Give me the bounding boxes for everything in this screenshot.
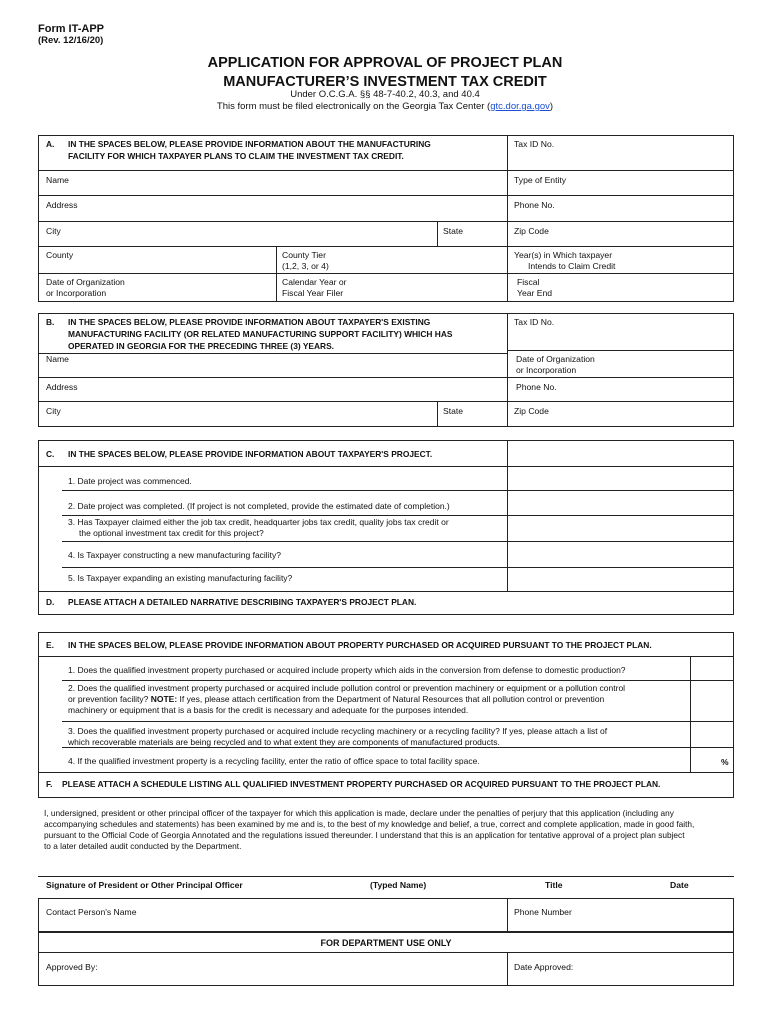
declaration-line-2: accompanying schedules and statements) has been examined by me and is, to the best of my knowledge and belief, a true, correct and complete application, made in good faith, bbox=[44, 819, 695, 829]
b-phone-label: Phone No. bbox=[516, 382, 557, 392]
percent-sign: % bbox=[721, 757, 729, 767]
contact-phone-label: Phone Number bbox=[514, 907, 572, 917]
b-address-input[interactable] bbox=[90, 378, 506, 400]
section-a-heading-cont: FACILITY FOR WHICH TAXPAYER PLANS TO CLAIM THE INVESTMENT TAX CREDIT. bbox=[68, 151, 404, 161]
e-answer-1-input[interactable] bbox=[691, 657, 733, 679]
section-a-tax-id-area bbox=[39, 160, 506, 169]
b-date-org-input[interactable] bbox=[608, 351, 733, 376]
signature-line bbox=[38, 876, 734, 877]
e-question-2-cont2: machinery or equipment that is a basis for the credit is necessary and adequate for the purposes intended. bbox=[68, 705, 469, 715]
divider bbox=[38, 591, 734, 592]
e-question-2-note-text: If yes, please attach certification from the Department of Natural Resources that all pollution control or prevention bbox=[179, 694, 605, 704]
e-question-3: 3. Does the qualified investment property purchased or acquired include recycling machinery or a recycling facility? If yes, please attach a list of bbox=[68, 726, 608, 736]
b-city-input[interactable] bbox=[80, 402, 436, 426]
divider bbox=[38, 170, 734, 171]
b-zip-label: Zip Code bbox=[514, 406, 549, 416]
section-b-heading: IN THE SPACES BELOW, PLEASE PROVIDE INFORMATION ABOUT TAXPAYER'S EXISTING bbox=[68, 317, 431, 327]
c-answer-3-input[interactable] bbox=[508, 516, 733, 540]
e-question-3-cont: which recoverable materials are being recycled and to what extent they are components of manufactured products. bbox=[68, 737, 500, 747]
calendar-year-label-cont: Fiscal Year Filer bbox=[282, 288, 344, 298]
section-b-letter: B. bbox=[46, 317, 55, 327]
contact-name-input[interactable] bbox=[140, 899, 506, 931]
years-label: Year(s) in Which taxpayer bbox=[514, 250, 613, 260]
divider bbox=[38, 195, 734, 196]
type-entity-label: Type of Entity bbox=[514, 175, 567, 185]
county-label: County bbox=[46, 250, 74, 260]
city-input[interactable] bbox=[80, 222, 436, 245]
calendar-year-label: Calendar Year or bbox=[282, 277, 347, 287]
form-subtitle: MANUFACTURER’S INVESTMENT TAX CREDIT bbox=[223, 74, 547, 90]
contact-name-label: Contact Person's Name bbox=[46, 907, 137, 917]
section-e-letter: E. bbox=[46, 640, 54, 650]
county-tier-input[interactable] bbox=[340, 247, 506, 272]
section-a-letter: A. bbox=[46, 139, 55, 149]
title-label: Title bbox=[545, 880, 563, 890]
divider bbox=[437, 221, 438, 246]
form-title: APPLICATION FOR APPROVAL OF PROJECT PLAN bbox=[207, 55, 563, 71]
e-question-2-text: or prevention facility? bbox=[68, 694, 149, 704]
date-org-label-cont: or Incorporation bbox=[46, 288, 107, 298]
type-entity-input[interactable] bbox=[508, 186, 733, 194]
fiscal-year-end-input[interactable] bbox=[565, 274, 733, 301]
filing-instruction bbox=[0, 101, 770, 113]
e-question-4: 4. If the qualified investment property is a recycling facility, enter the ratio of office space to total facility space. bbox=[68, 756, 480, 766]
c-question-2: 2. Date project was completed. (If project is not completed, provide the estimated date of completion.) bbox=[68, 501, 450, 511]
section-b-heading-cont2: OPERATED IN GEORGIA FOR THE PRECEDING THREE (3) YEARS. bbox=[68, 341, 335, 351]
declaration-line-4: to a later detailed audit conducted by the Department. bbox=[44, 841, 242, 851]
address-label: Address bbox=[46, 200, 78, 210]
gtc-link[interactable]: gtc.dor.ga.gov bbox=[490, 101, 550, 112]
c-answer-5-input[interactable] bbox=[508, 568, 733, 590]
divider bbox=[507, 898, 508, 932]
county-tier-hint: (1,2, 3, or 4) bbox=[282, 261, 329, 271]
filing-instruction-text: This form must be filed electronically on the Georgia Tax Center ( bbox=[216, 101, 491, 112]
section-e-heading: IN THE SPACES BELOW, PLEASE PROVIDE INFORMATION ABOUT PROPERTY PURCHASED OR ACQUIRED PURSUANT TO THE PROJECT PLAN. bbox=[68, 640, 652, 650]
divider bbox=[437, 401, 438, 427]
phone-label: Phone No. bbox=[514, 200, 555, 210]
divider bbox=[507, 952, 508, 986]
county-tier-label: County Tier bbox=[282, 250, 326, 260]
c-question-4: 4. Is Taxpayer constructing a new manufacturing facility? bbox=[68, 550, 281, 560]
section-c-heading: IN THE SPACES BELOW, PLEASE PROVIDE INFORMATION ABOUT TAXPAYER'S PROJECT. bbox=[68, 449, 433, 459]
form-number: Form IT-APP bbox=[38, 23, 105, 35]
declaration-line-3: pursuant to the Official Code of Georgia Annotated and the regulations issued thereunder. I understand that this is an application for tentative approval of a project plan subject bbox=[44, 830, 685, 840]
divider bbox=[38, 952, 734, 953]
divider bbox=[62, 680, 734, 681]
section-f-letter: F. bbox=[46, 779, 53, 789]
e-question-2-note: NOTE: bbox=[150, 694, 178, 704]
statute-reference: Under O.C.G.A. §§ 48-7-40.2, 40.3, and 40.4 bbox=[290, 89, 480, 100]
name-input[interactable] bbox=[39, 186, 506, 194]
e-question-2: 2. Does the qualified investment property purchased or acquired include pollution control or prevention machinery or equipment or a pollution control bbox=[68, 683, 626, 693]
county-input[interactable] bbox=[90, 247, 275, 272]
date-org-input[interactable] bbox=[150, 274, 275, 301]
signature-label: Signature of President or Other Principal Officer bbox=[46, 880, 243, 890]
section-d-heading: PLEASE ATTACH A DETAILED NARRATIVE DESCRIBING TAXPAYER'S PROJECT PLAN. bbox=[68, 597, 417, 607]
fiscal-label: Fiscal bbox=[517, 277, 540, 287]
divider bbox=[38, 656, 734, 657]
b-address-label: Address bbox=[46, 382, 78, 392]
b-tax-id-input[interactable] bbox=[508, 328, 733, 349]
c-question-3: 3. Has Taxpayer claimed either the job tax credit, headquarter jobs tax credit, quality jobs tax credit or bbox=[68, 517, 449, 527]
divider bbox=[38, 772, 734, 773]
date-approved-label: Date Approved: bbox=[514, 962, 574, 972]
b-zip-input[interactable] bbox=[560, 402, 733, 426]
revision-date: (Rev. 12/16/20) bbox=[38, 35, 104, 46]
section-f-heading: PLEASE ATTACH A SCHEDULE LISTING ALL QUALIFIED INVESTMENT PROPERTY PURCHASED OR ACQUIRED PURSUANT TO THE PROJECT PLAN. bbox=[62, 779, 661, 789]
e-question-1: 1. Does the qualified investment property purchased or acquired include property which aids in the conversion from defense to domestic production? bbox=[68, 665, 626, 675]
contact-phone-input[interactable] bbox=[575, 899, 733, 931]
e-question-2-cont bbox=[68, 694, 604, 705]
c-answer-4-input[interactable] bbox=[508, 542, 733, 566]
b-phone-input[interactable] bbox=[560, 378, 733, 400]
b-name-input[interactable] bbox=[80, 354, 506, 376]
b-name-label: Name bbox=[46, 354, 69, 364]
signature-input[interactable] bbox=[38, 860, 734, 875]
b-date-org-label: Date of Organization bbox=[516, 354, 595, 364]
section-c-letter: C. bbox=[46, 449, 55, 459]
e-answer-2-input[interactable] bbox=[691, 681, 733, 720]
b-city-label: City bbox=[46, 406, 61, 416]
c-question-5: 5. Is Taxpayer expanding an existing manufacturing facility? bbox=[68, 573, 293, 583]
c-question-1: 1. Date project was commenced. bbox=[68, 476, 192, 486]
section-b-heading-cont: MANUFACTURING FACILITY (OR RELATED MANUFACTURING SUPPORT FACILITY) WHICH HAS bbox=[68, 329, 453, 339]
fiscal-label-cont: Year End bbox=[517, 288, 553, 298]
approved-by-label: Approved By: bbox=[46, 962, 98, 972]
tax-id-input[interactable] bbox=[508, 150, 733, 169]
e-answer-4-input[interactable] bbox=[691, 748, 719, 771]
section-d-letter: D. bbox=[46, 597, 55, 607]
c-question-3-cont: the optional investment tax credit for this project? bbox=[79, 528, 264, 538]
address-input[interactable] bbox=[39, 211, 506, 220]
phone-input[interactable] bbox=[508, 211, 733, 220]
zip-input[interactable] bbox=[560, 222, 733, 245]
c-answer-2-input[interactable] bbox=[508, 491, 733, 514]
date-org-label: Date of Organization bbox=[46, 277, 125, 287]
b-tax-id-label: Tax ID No. bbox=[514, 317, 555, 327]
b-state-input[interactable] bbox=[470, 402, 506, 426]
state-label: State bbox=[443, 226, 464, 236]
years-label-cont: Intends to Claim Credit bbox=[528, 261, 616, 271]
declaration-line-1: I, undersigned, president or other principal officer of the taxpayer for which this application is made, declare under the penalties of perjury that this application (including any bbox=[44, 808, 674, 818]
calendar-year-input[interactable] bbox=[370, 274, 506, 301]
years-input[interactable] bbox=[640, 247, 733, 272]
tax-id-label: Tax ID No. bbox=[514, 139, 555, 149]
e-answer-3-input[interactable] bbox=[691, 722, 733, 746]
typed-name-label: (Typed Name) bbox=[370, 880, 427, 890]
zip-label: Zip Code bbox=[514, 226, 549, 236]
divider bbox=[62, 721, 734, 722]
filing-instruction-close: ) bbox=[549, 101, 554, 112]
b-state-label: State bbox=[443, 406, 464, 416]
state-input[interactable] bbox=[470, 222, 506, 245]
city-label: City bbox=[46, 226, 61, 236]
b-date-org-label-cont: or Incorporation bbox=[516, 365, 577, 375]
section-a-heading: IN THE SPACES BELOW, PLEASE PROVIDE INFORMATION ABOUT THE MANUFACTURING bbox=[68, 139, 431, 149]
c-answer-1-input[interactable] bbox=[508, 467, 733, 489]
divider bbox=[276, 246, 277, 302]
name-label: Name bbox=[46, 175, 69, 185]
department-use-heading: FOR DEPARTMENT USE ONLY bbox=[320, 938, 452, 948]
date-label: Date bbox=[670, 880, 689, 890]
